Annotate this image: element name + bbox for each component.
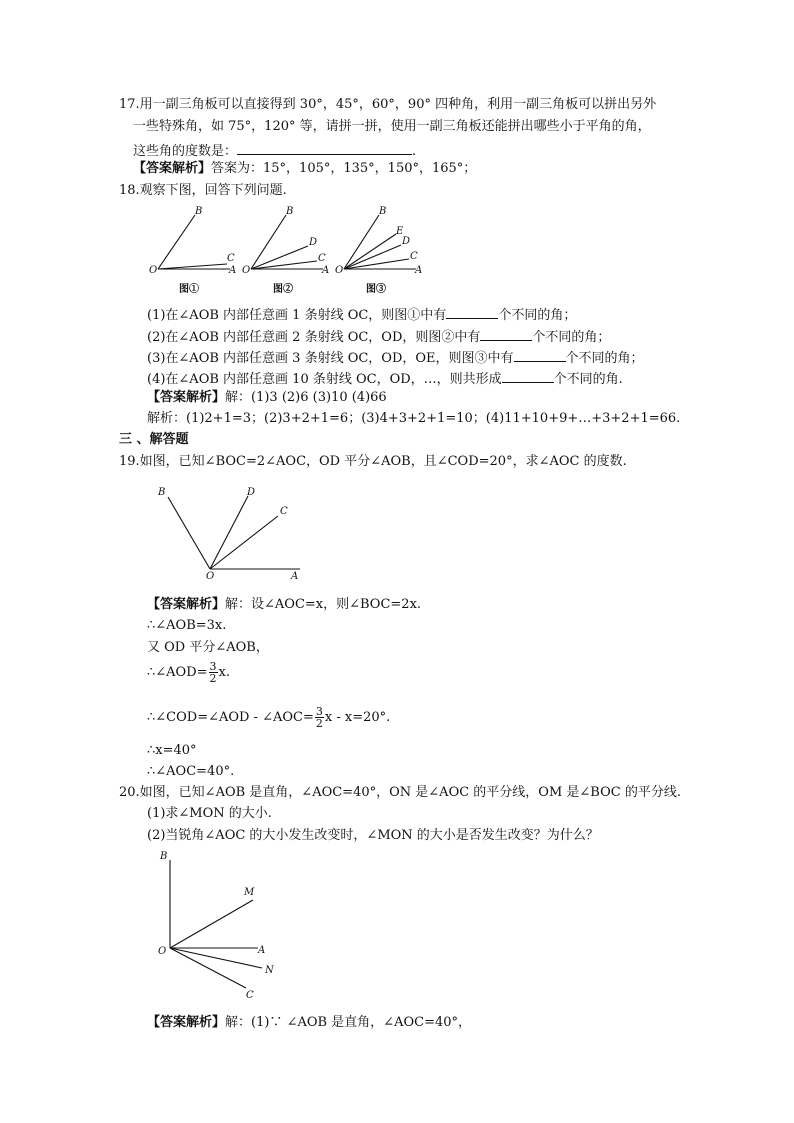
q20-figure	[150, 848, 285, 1003]
q18-fig2-caption: 图②	[273, 284, 293, 295]
q18-sub2	[147, 327, 610, 346]
q20-label-c: C	[246, 990, 254, 1001]
q19-l5-denominator: 2	[315, 717, 323, 730]
q19-answer-tag: 【答案解析】	[147, 597, 226, 612]
q19-label-a: A	[291, 571, 299, 582]
q19-answer-l5	[147, 706, 390, 730]
q19-label-o: O	[206, 571, 215, 582]
q18-fig3-label-d: D	[402, 236, 411, 247]
q19-figure	[150, 483, 310, 583]
q19-l5-prefix: ∴∠COD=∠AOD - ∠AOC=	[147, 710, 314, 725]
q19-l5-suffix: x - x=20°.	[324, 710, 391, 725]
q18-fig3-label-a: A	[415, 265, 423, 276]
q18-fig1	[158, 215, 230, 269]
q18-fig2-label-o: O	[242, 265, 251, 276]
q17-answer-text: 答案为：15°，105°，135°，150°，165°；	[211, 161, 477, 176]
q19-l4-denominator: 2	[209, 672, 217, 685]
q17-line3-end: .	[412, 144, 417, 159]
q19-l4-prefix: ∴∠AOD=	[147, 665, 208, 680]
q18-sub4-text: (4)在∠AOB 内部任意画 10 条射线 OC，OD，…，则共形成	[147, 372, 502, 387]
q18-fig1-label-c: C	[227, 253, 235, 264]
q18-sub4	[147, 369, 623, 388]
q18-fig1-label-b: B	[195, 206, 203, 217]
q18-sub1-blank	[446, 305, 498, 319]
q19-answer-l3: 又 OD 平分∠AOB，	[147, 640, 269, 655]
q20-answer-line1	[147, 1015, 471, 1031]
q18-sub1	[147, 305, 576, 324]
q20-answer-tag: 【答案解析】	[147, 1015, 226, 1030]
q17-blank	[237, 141, 412, 155]
q18-fig3-label-o: O	[335, 265, 344, 276]
q18-fig1-label-o: O	[149, 265, 158, 276]
q18-analysis: 解析：(1)2+1=3；(2)3+2+1=6；(3)4+3+2+1=10；(4)11+10+9+…+3+2+1=66.	[147, 411, 681, 426]
q19-answer-l1: 解：设∠AOC=x，则∠BOC=2x.	[225, 597, 422, 612]
q18-sub3-blank	[514, 348, 566, 362]
q17-line2: 一些特殊角，如 75°，120° 等，请拼一拼，使用一副三角板还能拼出哪些小于平角的角，	[133, 119, 651, 134]
q20-sub2: (2)当锐角∠AOC 的大小发生改变时，∠MON 的大小是否发生改变？为什么？	[147, 828, 599, 843]
q17-line3	[133, 141, 416, 160]
q20-label-b: B	[160, 851, 168, 862]
q18-sub4-text-end: 个不同的角.	[553, 372, 623, 387]
q19-l5-fraction	[315, 706, 324, 729]
q18-fig2-label-d: D	[309, 237, 318, 248]
q19-l4-numerator: 3	[209, 660, 217, 673]
q18-sub3-text-end: 个不同的角；	[565, 351, 644, 366]
q20-sub1: (1)求∠MON 的大小.	[147, 806, 272, 821]
q18-fig3-caption: 图③	[366, 284, 386, 295]
q17-answer	[133, 161, 476, 177]
q18-sub1-text: (1)在∠AOB 内部任意画 1 条射线 OC，则图①中有	[147, 308, 447, 323]
q17-line1: 17.用一副三角板可以直接得到 30°，45°，60°，90° 四种角，利用一副三角板可以拼出另外	[119, 97, 657, 112]
q20-label-n: N	[265, 965, 274, 976]
q18-answer-text: 解：(1)3 (2)6 (3)10 (4)66	[225, 390, 387, 405]
q17-line3-text: 这些角的度数是：	[133, 144, 238, 159]
q18-fig3-label-c: C	[410, 251, 418, 262]
q19-label-d: D	[247, 487, 256, 498]
q18-figures	[145, 203, 435, 298]
q19-answer-l6: ∴x=40°	[147, 743, 197, 758]
q20-label-o: O	[158, 946, 167, 957]
q18-sub3-text: (3)在∠AOB 内部任意画 3 条射线 OC，OD，OE，则图③中有	[147, 351, 514, 366]
q18-fig2-label-a: A	[322, 265, 330, 276]
q19-l4-suffix: x.	[218, 665, 230, 680]
q19-label-c: C	[280, 506, 288, 517]
q18-fig2-label-c: C	[318, 253, 326, 264]
q20-title: 20.如图，已知∠AOB 是直角，∠AOC=40°，ON 是∠AOC 的平分线，OM 是∠BOC 的平分线.	[119, 785, 681, 800]
q20-label-a: A	[258, 945, 266, 956]
q18-fig3-label-b: B	[379, 206, 387, 217]
q18-fig2-label-b: B	[286, 206, 294, 217]
q18-fig1-label-a: A	[229, 265, 237, 276]
q19-answer-line1	[147, 597, 421, 613]
q19-answer-l2: ∴∠AOB=3x.	[147, 618, 227, 633]
q18-answer-tag: 【答案解析】	[147, 390, 226, 405]
q18-fig1-caption: 图①	[179, 284, 199, 295]
q18-sub2-blank	[480, 327, 532, 341]
q19-l4-fraction	[209, 661, 218, 684]
q19-answer-l4	[147, 661, 230, 685]
q17-answer-tag: 【答案解析】	[133, 161, 212, 176]
q18-answer	[147, 390, 387, 406]
q20-answer-l1: 解：(1)∵ ∠AOB 是直角，∠AOC=40°，	[225, 1015, 472, 1030]
q18-sub1-text-end: 个不同的角；	[498, 308, 577, 323]
q19-l5-numerator: 3	[315, 705, 323, 718]
q18-sub2-text: (2)在∠AOB 内部任意画 2 条射线 OC，OD，则图②中有	[147, 330, 481, 345]
q18-sub4-blank	[502, 369, 554, 383]
q18-fig3-label-e: E	[396, 226, 404, 237]
q19-title: 19.如图，已知∠BOC=2∠AOC，OD 平分∠AOB，且∠COD=20°，求∠AOC 的度数.	[119, 454, 627, 469]
q19-label-b: B	[158, 487, 166, 498]
q18-title: 18.观察下图，回答下列问题.	[119, 183, 287, 198]
section-header: 三 、解答题	[119, 432, 189, 447]
q19-answer-l7: ∴∠AOC=40°.	[147, 764, 235, 779]
q18-sub3	[147, 348, 644, 367]
q18-sub2-text-end: 个不同的角；	[532, 330, 611, 345]
q20-label-m: M	[244, 887, 255, 898]
